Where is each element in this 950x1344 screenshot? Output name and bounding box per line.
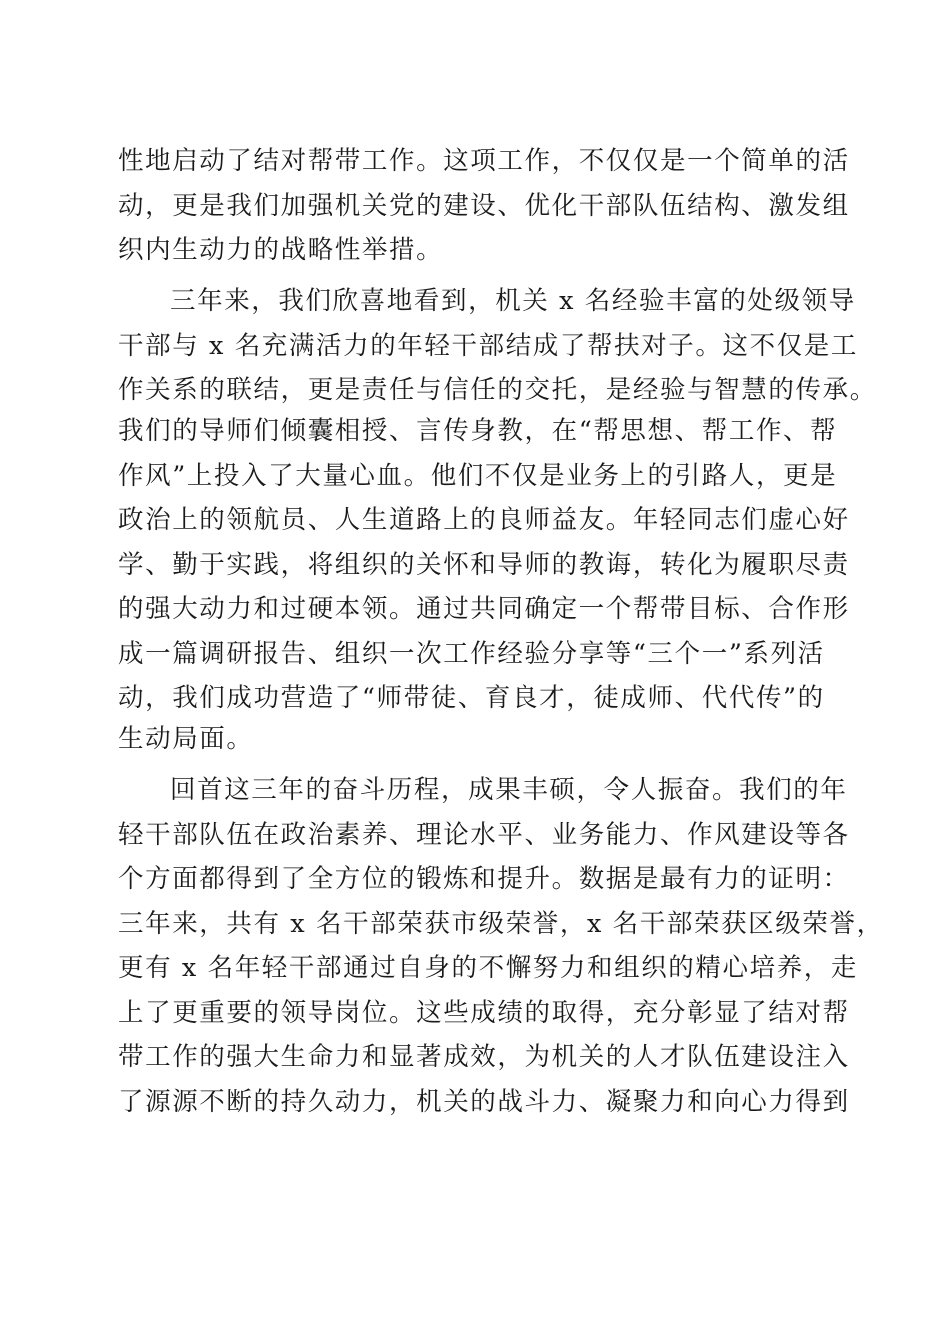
- text-line: 政治上的领航员、人生道路上的良师益友。年轻同志们虚心好: [118, 505, 850, 535]
- text-line: 生动局面。: [118, 724, 254, 754]
- text-line: 作关系的联结，更是责任与信任的交托，是经验与智慧的传承。: [118, 375, 877, 405]
- text-line: 带工作的强大生命力和显著成效，为机关的人才队伍建设注入: [118, 1042, 850, 1072]
- paragraph-first-line: 回首这三年的奋斗历程，成果丰硕，令人振奋。我们的年: [170, 775, 848, 805]
- text-line: 了源源不断的持久动力，机关的战斗力、凝聚力和向心力得到: [118, 1087, 850, 1117]
- text-line: 个方面都得到了全方位的锻炼和提升。数据是最有力的证明：: [118, 864, 850, 894]
- text-line: 性地启动了结对帮带工作。这项工作，不仅仅是一个简单的活: [118, 146, 850, 176]
- text-line: 三年来，共有 x 名干部荣获市级荣誉，x 名干部荣获区级荣誉，: [118, 909, 884, 939]
- text-line: 学、勤于实践，将组织的关怀和导师的教诲，转化为履职尽责: [118, 550, 850, 580]
- text-line: 动，更是我们加强机关党的建设、优化干部队伍结构、激发组: [118, 191, 850, 221]
- text-line: 动，我们成功营造了“师带徒、育良才，徒成师、代代传”的: [118, 683, 825, 713]
- text-line: 干部与 x 名充满活力的年轻干部结成了帮扶对子。这不仅是工: [118, 331, 858, 361]
- text-line: 我们的导师们倾囊相授、言传身教，在“帮思想、帮工作、帮: [118, 416, 838, 446]
- paragraph-first-line: 三年来，我们欣喜地看到，机关 x 名经验丰富的处级领导: [170, 286, 856, 316]
- text-line: 作风”上投入了大量心血。他们不仅是业务上的引路人，更是: [118, 461, 838, 491]
- text-line: 织内生动力的战略性举措。: [118, 235, 444, 265]
- text-line: 上了更重要的领导岗位。这些成绩的取得，充分彰显了结对帮: [118, 998, 850, 1028]
- text-line: 更有 x 名年轻干部通过自身的不懈努力和组织的精心培养，走: [118, 953, 858, 983]
- text-line: 的强大动力和过硬本领。通过共同确定一个帮带目标、合作形: [118, 594, 850, 624]
- text-line: 成一篇调研报告、组织一次工作经验分享等“三个一”系列活: [118, 639, 825, 669]
- text-line: 轻干部队伍在政治素养、理论水平、业务能力、作风建设等各: [118, 820, 850, 850]
